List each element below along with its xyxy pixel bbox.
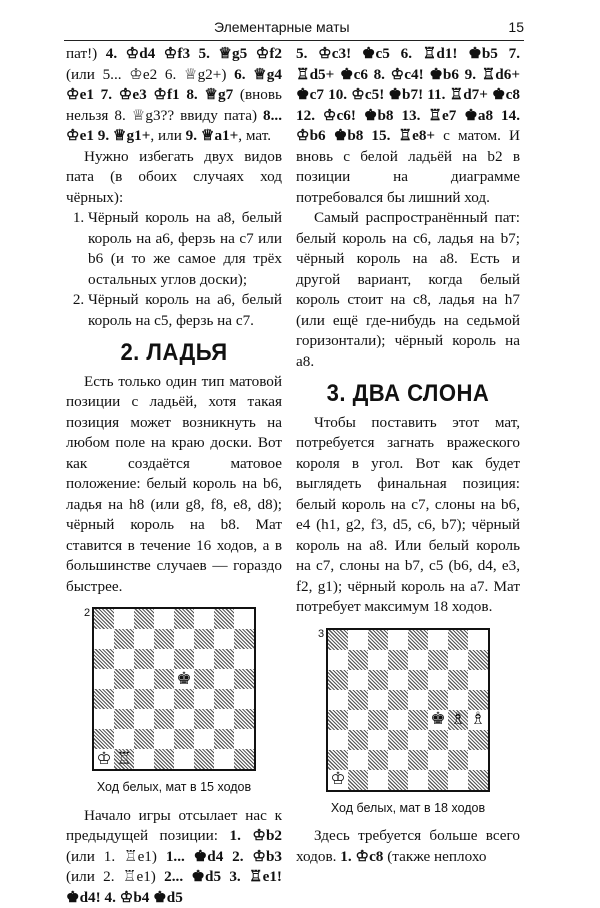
square-f6 xyxy=(428,670,448,690)
square-g4 xyxy=(448,710,468,730)
square-g5 xyxy=(448,690,468,710)
square-h5 xyxy=(234,669,254,689)
square-e5 xyxy=(174,669,194,689)
square-g8 xyxy=(448,630,468,650)
square-e4 xyxy=(174,689,194,709)
square-e3 xyxy=(408,730,428,750)
square-d5 xyxy=(388,690,408,710)
page-number: 15 xyxy=(508,19,524,35)
square-f2 xyxy=(194,729,214,749)
square-g7 xyxy=(448,650,468,670)
square-e7 xyxy=(174,629,194,649)
right-column xyxy=(296,44,520,867)
square-h1 xyxy=(468,770,488,790)
square-a7 xyxy=(94,629,114,649)
square-d8 xyxy=(388,630,408,650)
chess-piece: ♚ xyxy=(176,671,191,688)
square-b2 xyxy=(114,729,134,749)
square-h7 xyxy=(234,629,254,649)
diagram-number: 2 xyxy=(84,603,90,624)
square-c1 xyxy=(134,749,154,769)
square-h3 xyxy=(234,709,254,729)
square-a6 xyxy=(94,649,114,669)
list-item: 2. Чёрный король на а6, белый король на с5, ферзь на с7. xyxy=(88,290,282,331)
left-paragraph-2: Нужно избегать двух видов пата (в обоих случаях ход чёрных): xyxy=(66,147,282,209)
square-h6 xyxy=(234,649,254,669)
square-b1 xyxy=(348,770,368,790)
square-g3 xyxy=(448,730,468,750)
square-a7 xyxy=(328,650,348,670)
left-column xyxy=(66,44,282,908)
right-paragraph-1: 5. ♔c3! ♚c5 6. ♖d1! ♚b5 7. ♖d5+ ♚c6 8. ♔c4! ♚b6 9. ♖d6+ ♚c7 10. ♔c5! ♚b7! 11. ♖d7+ ♚c8 12. ♔c6! ♚b8 13. ♖e7 ♚a8 14. ♔b6 ♚b8 15. ♖e8+ с матом. И вновь с белой ладьёй на b2 в позиции на диаграмме потребовался бы лишний ход. xyxy=(296,44,520,208)
square-h3 xyxy=(468,730,488,750)
square-g8 xyxy=(214,609,234,629)
square-c8 xyxy=(368,630,388,650)
diagram-2 xyxy=(92,607,256,771)
square-a6 xyxy=(328,670,348,690)
square-b5 xyxy=(348,690,368,710)
square-b6 xyxy=(348,670,368,690)
stalemate-list xyxy=(66,208,282,331)
square-e6 xyxy=(408,670,428,690)
square-c3 xyxy=(368,730,388,750)
left-paragraph-4: Начало игры отсылает нас к предыдущей позиции: 1. ♔b2 (или 1. ♖e1) 1... ♚d4 2. ♔b3 (или 2. ♖e1) 2... ♚d5 3. ♖e1! ♚d4! 4. ♔b4 ♚d5 xyxy=(66,806,282,908)
square-c4 xyxy=(368,710,388,730)
square-g2 xyxy=(448,750,468,770)
square-g6 xyxy=(448,670,468,690)
square-d7 xyxy=(388,650,408,670)
square-a3 xyxy=(94,709,114,729)
chess-piece: ♔ xyxy=(96,751,111,768)
square-b3 xyxy=(348,730,368,750)
square-c2 xyxy=(134,729,154,749)
page-header xyxy=(64,18,524,38)
square-e1 xyxy=(174,749,194,769)
square-h8 xyxy=(234,609,254,629)
square-d6 xyxy=(388,670,408,690)
square-c5 xyxy=(368,690,388,710)
square-c3 xyxy=(134,709,154,729)
chess-piece: ♚ xyxy=(430,711,445,728)
square-e2 xyxy=(174,729,194,749)
square-f3 xyxy=(194,709,214,729)
square-d6 xyxy=(154,649,174,669)
square-f4 xyxy=(194,689,214,709)
square-h4 xyxy=(468,710,488,730)
square-h4 xyxy=(234,689,254,709)
square-d1 xyxy=(388,770,408,790)
square-g2 xyxy=(214,729,234,749)
chess-piece: ♖ xyxy=(116,751,131,768)
square-a4 xyxy=(94,689,114,709)
diagram-caption: Ход белых, мат в 15 ходов xyxy=(66,777,282,798)
square-d4 xyxy=(388,710,408,730)
square-d3 xyxy=(388,730,408,750)
square-c1 xyxy=(368,770,388,790)
square-f4 xyxy=(428,710,448,730)
diagram-3 xyxy=(326,628,490,792)
left-paragraph-1: пат!) 4. ♔d4 ♔f3 5. ♕g5 ♔f2 (или 5... ♔e2 6. ♕g2+) 6. ♕g4 ♔e1 7. ♔e3 ♔f1 8. ♕g7 (вновь нельзя 8. ♕g3?? ввиду пата) 8... ♔e1 9. ♕g1+, или 9. ♕a1+, мат. xyxy=(66,44,282,147)
square-h5 xyxy=(468,690,488,710)
square-h7 xyxy=(468,650,488,670)
square-g1 xyxy=(448,770,468,790)
square-g4 xyxy=(214,689,234,709)
section-heading-rook: 2. ЛАДЬЯ xyxy=(75,343,274,364)
square-c6 xyxy=(368,670,388,690)
right-paragraph-3: Чтобы поставить этот мат, потребуется загнать вражеского короля в угол. Вот как будет выглядеть финальная позиция: белый король на с7, слоны на b6, e4 (h1, g2, f3, d5, c6, b7); чёрный король на а8. Или белый король на с7, слоны на b7, c5 (b6, d4, e3, f2, g1); чёрный король на а7. Мат потребует максимум 18 ходов. xyxy=(296,413,520,618)
square-e2 xyxy=(408,750,428,770)
square-e7 xyxy=(408,650,428,670)
square-e3 xyxy=(174,709,194,729)
square-f1 xyxy=(428,770,448,790)
left-paragraph-3: Есть только один тип матовой позиции с ладьёй, хотя такая позиция может возникнуть на любом поле на краю доски. Вот как создаётся матовое положение: белый король на b6, ладья на h8 (или g8, f8, e8, d8); чёрный король на b8. Мат ставится в течение 16 ходов, а в большинстве случаев — гораздо быстрее. xyxy=(66,372,282,598)
list-item: 1. Чёрный король на а8, белый король на а6, ферзь на с7 или b6 (и то же самое для трёх остальных углов доски); xyxy=(88,208,282,290)
square-g3 xyxy=(214,709,234,729)
square-a8 xyxy=(328,630,348,650)
square-a2 xyxy=(328,750,348,770)
square-c8 xyxy=(134,609,154,629)
square-a4 xyxy=(328,710,348,730)
square-b8 xyxy=(114,609,134,629)
square-f3 xyxy=(428,730,448,750)
running-title: Элементарные маты xyxy=(214,19,350,35)
square-e5 xyxy=(408,690,428,710)
square-d7 xyxy=(154,629,174,649)
square-f5 xyxy=(194,669,214,689)
square-e8 xyxy=(174,609,194,629)
square-e8 xyxy=(408,630,428,650)
square-a1 xyxy=(94,749,114,769)
square-b1 xyxy=(114,749,134,769)
square-e6 xyxy=(174,649,194,669)
square-h1 xyxy=(234,749,254,769)
square-b3 xyxy=(114,709,134,729)
chess-piece: ♗ xyxy=(470,711,485,728)
square-f8 xyxy=(194,609,214,629)
square-b5 xyxy=(114,669,134,689)
square-b7 xyxy=(348,650,368,670)
square-c2 xyxy=(368,750,388,770)
square-h2 xyxy=(234,729,254,749)
square-h8 xyxy=(468,630,488,650)
square-a3 xyxy=(328,730,348,750)
square-b7 xyxy=(114,629,134,649)
square-d3 xyxy=(154,709,174,729)
square-d8 xyxy=(154,609,174,629)
chess-piece: ♔ xyxy=(330,771,345,788)
right-paragraph-2: Самый распространённый пат: белый король на с6, ладья на b7; чёрный король на а8. Есть и другой вариант, когда белый король стоит на с8, ладья на h7 (или ещё где-нибудь на седьмой горизонтали); чёрный король на а8. xyxy=(296,208,520,372)
chess-piece: ♗ xyxy=(450,711,465,728)
square-a2 xyxy=(94,729,114,749)
square-d4 xyxy=(154,689,174,709)
right-paragraph-4: Здесь требуется больше всего ходов. 1. ♔c8 (также неплохо xyxy=(296,826,520,867)
square-f8 xyxy=(428,630,448,650)
square-g1 xyxy=(214,749,234,769)
square-d2 xyxy=(388,750,408,770)
chess-board xyxy=(92,607,256,771)
square-b4 xyxy=(114,689,134,709)
square-a5 xyxy=(328,690,348,710)
section-heading-bishops: 3. ДВА СЛОНА xyxy=(305,384,511,405)
square-f1 xyxy=(194,749,214,769)
square-c6 xyxy=(134,649,154,669)
square-e4 xyxy=(408,710,428,730)
square-b4 xyxy=(348,710,368,730)
square-g5 xyxy=(214,669,234,689)
square-a1 xyxy=(328,770,348,790)
square-c7 xyxy=(134,629,154,649)
square-h6 xyxy=(468,670,488,690)
square-f6 xyxy=(194,649,214,669)
square-g7 xyxy=(214,629,234,649)
square-a5 xyxy=(94,669,114,689)
header-rule xyxy=(64,40,524,41)
square-f7 xyxy=(428,650,448,670)
square-d2 xyxy=(154,729,174,749)
square-g6 xyxy=(214,649,234,669)
chess-board xyxy=(326,628,490,792)
square-c4 xyxy=(134,689,154,709)
square-a8 xyxy=(94,609,114,629)
square-c5 xyxy=(134,669,154,689)
square-b8 xyxy=(348,630,368,650)
square-d1 xyxy=(154,749,174,769)
square-f7 xyxy=(194,629,214,649)
square-b6 xyxy=(114,649,134,669)
square-h2 xyxy=(468,750,488,770)
diagram-caption: Ход белых, мат в 18 ходов xyxy=(296,798,520,819)
square-c7 xyxy=(368,650,388,670)
square-b2 xyxy=(348,750,368,770)
square-f2 xyxy=(428,750,448,770)
square-e1 xyxy=(408,770,428,790)
square-d5 xyxy=(154,669,174,689)
square-f5 xyxy=(428,690,448,710)
diagram-number: 3 xyxy=(318,624,324,645)
